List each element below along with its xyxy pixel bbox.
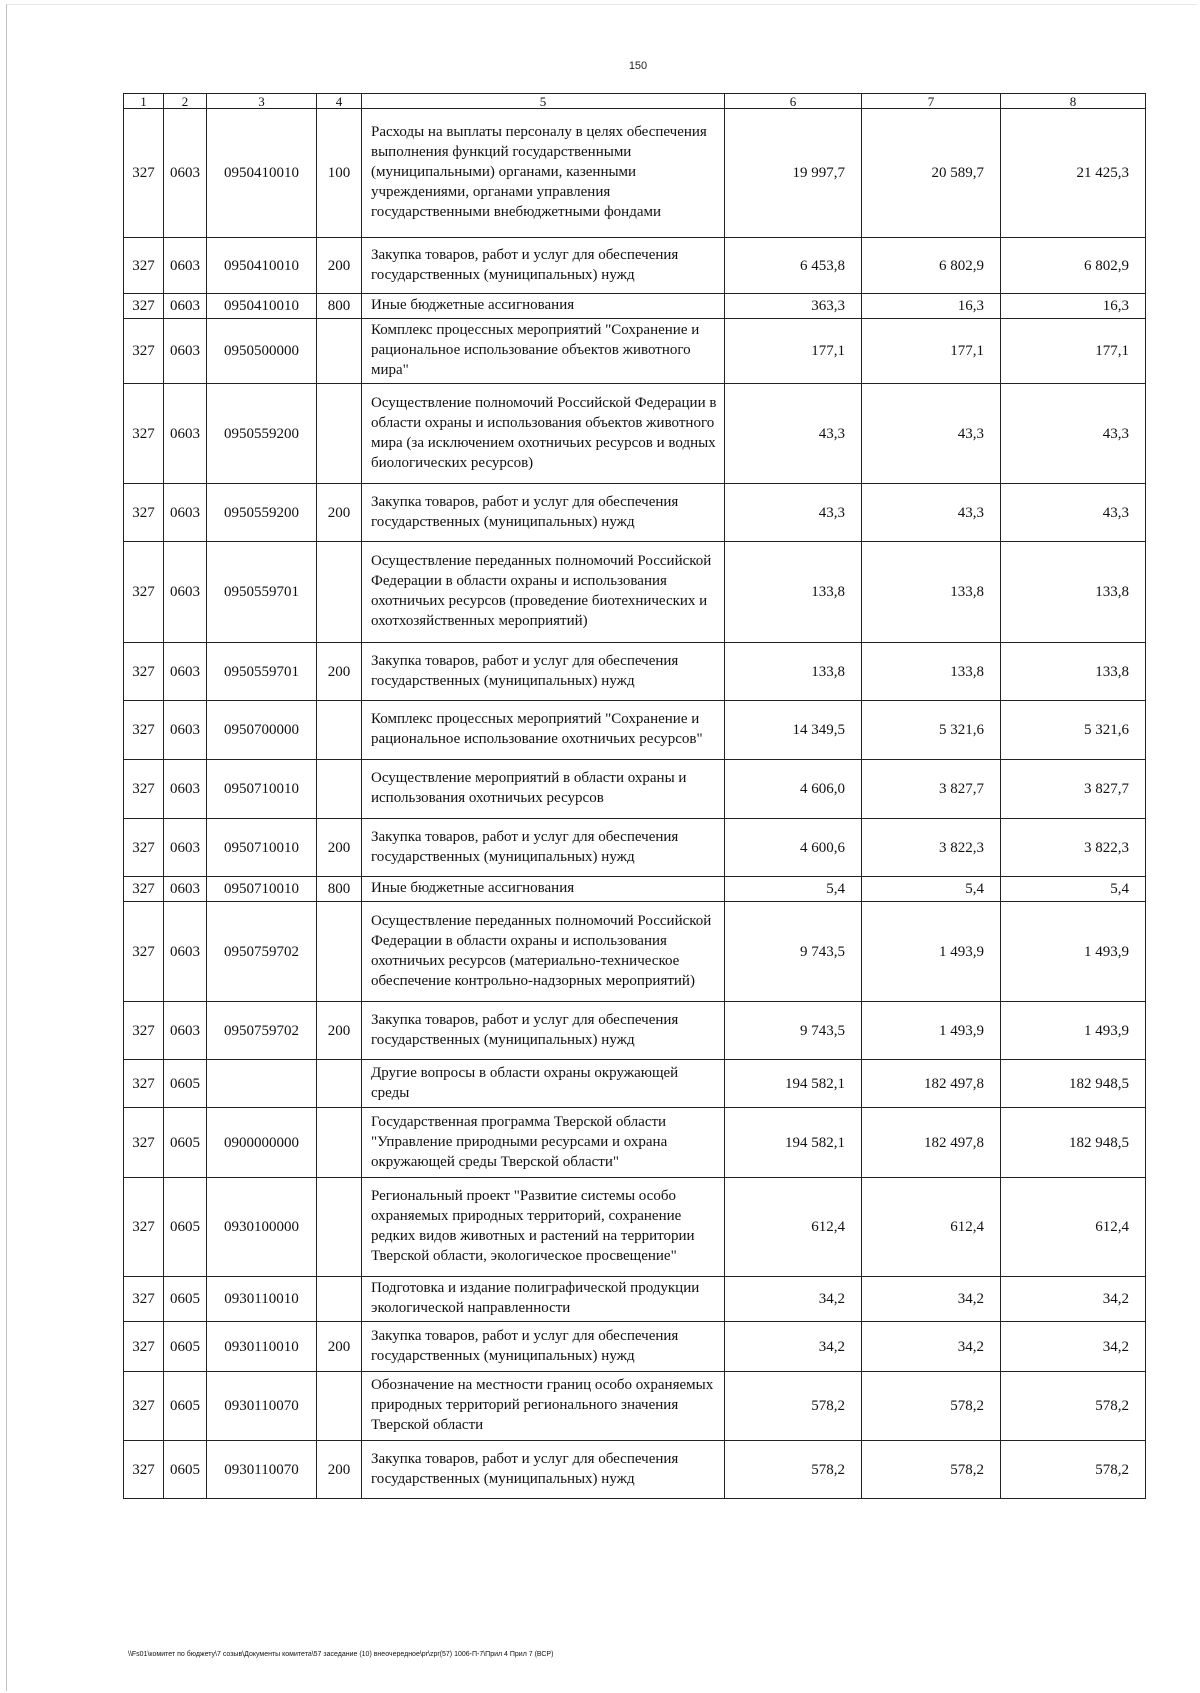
cell-col-6: 177,1 bbox=[725, 319, 862, 384]
cell-col-6: 14 349,5 bbox=[725, 701, 862, 760]
cell-col-8: 16,3 bbox=[1001, 294, 1146, 319]
cell-col-8: 133,8 bbox=[1001, 643, 1146, 701]
cell-col-7: 43,3 bbox=[862, 484, 1001, 542]
cell-col-3: 0930110010 bbox=[207, 1277, 317, 1322]
cell-col-3: 0930110010 bbox=[207, 1322, 317, 1372]
cell-col-6: 363,3 bbox=[725, 294, 862, 319]
cell-col-3: 0950559200 bbox=[207, 484, 317, 542]
cell-col-6: 578,2 bbox=[725, 1441, 862, 1499]
cell-col-2: 0605 bbox=[164, 1372, 207, 1441]
cell-col-2: 0605 bbox=[164, 1108, 207, 1178]
table-row bbox=[124, 1372, 1146, 1441]
cell-col-7: 20 589,7 bbox=[862, 109, 1001, 238]
cell-col-1: 327 bbox=[124, 1178, 164, 1277]
cell-col-7: 6 802,9 bbox=[862, 238, 1001, 294]
table-row bbox=[124, 319, 1146, 384]
cell-col-7: 177,1 bbox=[862, 319, 1001, 384]
cell-col-4: 200 bbox=[317, 1002, 362, 1060]
cell-col-4: 200 bbox=[317, 1441, 362, 1499]
cell-col-7: 3 827,7 bbox=[862, 760, 1001, 819]
cell-col-1: 327 bbox=[124, 1060, 164, 1108]
cell-col-1: 327 bbox=[124, 484, 164, 542]
cell-col-1: 327 bbox=[124, 1277, 164, 1322]
cell-col-3: 0950559701 bbox=[207, 643, 317, 701]
cell-col-8: 182 948,5 bbox=[1001, 1060, 1146, 1108]
cell-col-8: 43,3 bbox=[1001, 384, 1146, 484]
cell-col-2: 0603 bbox=[164, 484, 207, 542]
cell-col-7: 182 497,8 bbox=[862, 1108, 1001, 1178]
cell-col-2: 0605 bbox=[164, 1277, 207, 1322]
cell-col-4: 200 bbox=[317, 238, 362, 294]
cell-col-2: 0603 bbox=[164, 877, 207, 902]
cell-col-5: Иные бюджетные ассигнования bbox=[362, 294, 725, 319]
cell-col-7: 34,2 bbox=[862, 1322, 1001, 1372]
cell-col-3: 0930110070 bbox=[207, 1372, 317, 1441]
table-row bbox=[124, 384, 1146, 484]
cell-col-1: 327 bbox=[124, 902, 164, 1002]
header-cell: 4 bbox=[317, 94, 362, 109]
cell-col-7: 34,2 bbox=[862, 1277, 1001, 1322]
table-row bbox=[124, 643, 1146, 701]
cell-col-6: 194 582,1 bbox=[725, 1060, 862, 1108]
cell-col-2: 0603 bbox=[164, 109, 207, 238]
cell-col-6: 9 743,5 bbox=[725, 1002, 862, 1060]
cell-col-2: 0603 bbox=[164, 819, 207, 877]
table-row bbox=[124, 1322, 1146, 1372]
cell-col-2: 0603 bbox=[164, 1002, 207, 1060]
cell-col-5: Обозначение на местности границ особо охраняемых природных территорий регионального значения Тверской области bbox=[362, 1372, 725, 1441]
table-row bbox=[124, 1108, 1146, 1178]
cell-col-7: 3 822,3 bbox=[862, 819, 1001, 877]
cell-col-2: 0605 bbox=[164, 1178, 207, 1277]
table-row bbox=[124, 1277, 1146, 1322]
cell-col-3: 0950710010 bbox=[207, 819, 317, 877]
cell-col-5: Закупка товаров, работ и услуг для обеспечения государственных (муниципальных) нужд bbox=[362, 1322, 725, 1372]
cell-col-6: 133,8 bbox=[725, 643, 862, 701]
header-cell: 3 bbox=[207, 94, 317, 109]
cell-col-7: 578,2 bbox=[862, 1441, 1001, 1499]
cell-col-4 bbox=[317, 701, 362, 760]
cell-col-1: 327 bbox=[124, 643, 164, 701]
cell-col-2: 0603 bbox=[164, 319, 207, 384]
table-row bbox=[124, 109, 1146, 238]
cell-col-2: 0603 bbox=[164, 384, 207, 484]
cell-col-6: 34,2 bbox=[725, 1277, 862, 1322]
cell-col-6: 194 582,1 bbox=[725, 1108, 862, 1178]
cell-col-8: 5 321,6 bbox=[1001, 701, 1146, 760]
cell-col-8: 5,4 bbox=[1001, 877, 1146, 902]
cell-col-1: 327 bbox=[124, 1108, 164, 1178]
table-row bbox=[124, 760, 1146, 819]
cell-col-1: 327 bbox=[124, 1441, 164, 1499]
cell-col-6: 4 606,0 bbox=[725, 760, 862, 819]
cell-col-4: 800 bbox=[317, 877, 362, 902]
cell-col-1: 327 bbox=[124, 760, 164, 819]
cell-col-1: 327 bbox=[124, 1322, 164, 1372]
cell-col-1: 327 bbox=[124, 384, 164, 484]
cell-col-8: 3 822,3 bbox=[1001, 819, 1146, 877]
cell-col-6: 4 600,6 bbox=[725, 819, 862, 877]
cell-col-5: Иные бюджетные ассигнования bbox=[362, 877, 725, 902]
cell-col-6: 19 997,7 bbox=[725, 109, 862, 238]
cell-col-4: 200 bbox=[317, 643, 362, 701]
cell-col-3: 0950710010 bbox=[207, 760, 317, 819]
cell-col-2: 0605 bbox=[164, 1060, 207, 1108]
cell-col-1: 327 bbox=[124, 238, 164, 294]
header-cell: 8 bbox=[1001, 94, 1146, 109]
cell-col-7: 612,4 bbox=[862, 1178, 1001, 1277]
cell-col-5: Закупка товаров, работ и услуг для обеспечения государственных (муниципальных) нужд bbox=[362, 484, 725, 542]
cell-col-5: Осуществление полномочий Российской Федерации в области охраны и использования объектов животного мира (за исключением охотничьих ресурсов и водных биологических ресурсов) bbox=[362, 384, 725, 484]
cell-col-1: 327 bbox=[124, 542, 164, 643]
cell-col-4: 800 bbox=[317, 294, 362, 319]
cell-col-6: 578,2 bbox=[725, 1372, 862, 1441]
cell-col-1: 327 bbox=[124, 1372, 164, 1441]
cell-col-3: 0950500000 bbox=[207, 319, 317, 384]
cell-col-4 bbox=[317, 902, 362, 1002]
table-row bbox=[124, 1178, 1146, 1277]
cell-col-3: 0900000000 bbox=[207, 1108, 317, 1178]
cell-col-7: 182 497,8 bbox=[862, 1060, 1001, 1108]
cell-col-8: 43,3 bbox=[1001, 484, 1146, 542]
cell-col-3: 0950410010 bbox=[207, 238, 317, 294]
cell-col-2: 0603 bbox=[164, 643, 207, 701]
cell-col-5: Другие вопросы в области охраны окружающей среды bbox=[362, 1060, 725, 1108]
cell-col-5: Комплекс процессных мероприятий "Сохранение и рациональное использование объектов животного мира" bbox=[362, 319, 725, 384]
table-row bbox=[124, 294, 1146, 319]
cell-col-6: 9 743,5 bbox=[725, 902, 862, 1002]
table-row bbox=[124, 484, 1146, 542]
file-path-footer: \\Fs01\комитет по бюджету\7 созыв\Документы комитета\57 заседание (10) внеочередное\pr\zpr(57) 1006-П-7\Прил 4 Прил 7 (ВСР) bbox=[128, 1651, 554, 1658]
cell-col-4 bbox=[317, 1277, 362, 1322]
cell-col-6: 43,3 bbox=[725, 484, 862, 542]
cell-col-8: 182 948,5 bbox=[1001, 1108, 1146, 1178]
page-number: 150 bbox=[628, 60, 648, 72]
cell-col-7: 5 321,6 bbox=[862, 701, 1001, 760]
cell-col-7: 133,8 bbox=[862, 542, 1001, 643]
cell-col-6: 612,4 bbox=[725, 1178, 862, 1277]
cell-col-4: 200 bbox=[317, 1322, 362, 1372]
cell-col-6: 6 453,8 bbox=[725, 238, 862, 294]
cell-col-3: 0950710010 bbox=[207, 877, 317, 902]
table-row bbox=[124, 238, 1146, 294]
table-row bbox=[124, 877, 1146, 902]
cell-col-3: 0950410010 bbox=[207, 109, 317, 238]
cell-col-3: 0950559701 bbox=[207, 542, 317, 643]
cell-col-2: 0603 bbox=[164, 238, 207, 294]
cell-col-5: Осуществление переданных полномочий Российской Федерации в области охраны и использования охотничьих ресурсов (материально-техническое обеспечение контрольно-надзорных мероприятий) bbox=[362, 902, 725, 1002]
cell-col-5: Государственная программа Тверской области "Управление природными ресурсами и охрана окружающей среды Тверской области" bbox=[362, 1108, 725, 1178]
cell-col-5: Закупка товаров, работ и услуг для обеспечения государственных (муниципальных) нужд bbox=[362, 1441, 725, 1499]
cell-col-2: 0605 bbox=[164, 1322, 207, 1372]
cell-col-8: 34,2 bbox=[1001, 1277, 1146, 1322]
cell-col-5: Осуществление переданных полномочий Российской Федерации в области охраны и использования охотничьих ресурсов (проведение биотехнических и охотхозяйственных мероприятий) bbox=[362, 542, 725, 643]
cell-col-8: 578,2 bbox=[1001, 1372, 1146, 1441]
cell-col-8: 578,2 bbox=[1001, 1441, 1146, 1499]
cell-col-1: 327 bbox=[124, 1002, 164, 1060]
header-row bbox=[124, 94, 1146, 109]
cell-col-8: 6 802,9 bbox=[1001, 238, 1146, 294]
header-cell: 5 bbox=[362, 94, 725, 109]
header-cell: 6 bbox=[725, 94, 862, 109]
cell-col-2: 0603 bbox=[164, 760, 207, 819]
cell-col-2: 0603 bbox=[164, 542, 207, 643]
cell-col-6: 5,4 bbox=[725, 877, 862, 902]
cell-col-3: 0950410010 bbox=[207, 294, 317, 319]
header-cell: 1 bbox=[124, 94, 164, 109]
cell-col-7: 1 493,9 bbox=[862, 1002, 1001, 1060]
cell-col-3: 0950759702 bbox=[207, 902, 317, 1002]
cell-col-7: 133,8 bbox=[862, 643, 1001, 701]
cell-col-4: 200 bbox=[317, 484, 362, 542]
cell-col-3: 0930110070 bbox=[207, 1441, 317, 1499]
cell-col-5: Региональный проект "Развитие системы особо охраняемых природных территорий, сохранение редких видов животных и растений на территории Тверской области, экологическое просвещение" bbox=[362, 1178, 725, 1277]
cell-col-5: Закупка товаров, работ и услуг для обеспечения государственных (муниципальных) нужд bbox=[362, 819, 725, 877]
cell-col-1: 327 bbox=[124, 877, 164, 902]
cell-col-1: 327 bbox=[124, 319, 164, 384]
cell-col-4 bbox=[317, 542, 362, 643]
cell-col-7: 5,4 bbox=[862, 877, 1001, 902]
budget-table bbox=[123, 93, 1146, 1499]
cell-col-7: 43,3 bbox=[862, 384, 1001, 484]
cell-col-4 bbox=[317, 1108, 362, 1178]
cell-col-3 bbox=[207, 1060, 317, 1108]
header-cell: 7 bbox=[862, 94, 1001, 109]
cell-col-8: 612,4 bbox=[1001, 1178, 1146, 1277]
cell-col-5: Комплекс процессных мероприятий "Сохранение и рациональное использование охотничьих ресурсов" bbox=[362, 701, 725, 760]
table-row bbox=[124, 1441, 1146, 1499]
cell-col-4 bbox=[317, 760, 362, 819]
cell-col-4 bbox=[317, 319, 362, 384]
cell-col-8: 133,8 bbox=[1001, 542, 1146, 643]
table-row bbox=[124, 902, 1146, 1002]
cell-col-4 bbox=[317, 1060, 362, 1108]
cell-col-1: 327 bbox=[124, 819, 164, 877]
cell-col-3: 0950759702 bbox=[207, 1002, 317, 1060]
cell-col-8: 1 493,9 bbox=[1001, 1002, 1146, 1060]
cell-col-4 bbox=[317, 1372, 362, 1441]
cell-col-7: 16,3 bbox=[862, 294, 1001, 319]
table-row bbox=[124, 701, 1146, 760]
cell-col-6: 133,8 bbox=[725, 542, 862, 643]
cell-col-1: 327 bbox=[124, 701, 164, 760]
cell-col-7: 1 493,9 bbox=[862, 902, 1001, 1002]
table-row bbox=[124, 542, 1146, 643]
cell-col-6: 34,2 bbox=[725, 1322, 862, 1372]
cell-col-3: 0950559200 bbox=[207, 384, 317, 484]
cell-col-6: 43,3 bbox=[725, 384, 862, 484]
cell-col-5: Осуществление мероприятий в области охраны и использования охотничьих ресурсов bbox=[362, 760, 725, 819]
cell-col-1: 327 bbox=[124, 294, 164, 319]
cell-col-1: 327 bbox=[124, 109, 164, 238]
cell-col-7: 578,2 bbox=[862, 1372, 1001, 1441]
cell-col-5: Закупка товаров, работ и услуг для обеспечения государственных (муниципальных) нужд bbox=[362, 1002, 725, 1060]
header-cell: 2 bbox=[164, 94, 207, 109]
cell-col-8: 21 425,3 bbox=[1001, 109, 1146, 238]
cell-col-8: 34,2 bbox=[1001, 1322, 1146, 1372]
cell-col-3: 0930100000 bbox=[207, 1178, 317, 1277]
cell-col-3: 0950700000 bbox=[207, 701, 317, 760]
cell-col-8: 177,1 bbox=[1001, 319, 1146, 384]
cell-col-4: 100 bbox=[317, 109, 362, 238]
cell-col-2: 0605 bbox=[164, 1441, 207, 1499]
cell-col-8: 3 827,7 bbox=[1001, 760, 1146, 819]
cell-col-5: Закупка товаров, работ и услуг для обеспечения государственных (муниципальных) нужд bbox=[362, 238, 725, 294]
cell-col-5: Закупка товаров, работ и услуг для обеспечения государственных (муниципальных) нужд bbox=[362, 643, 725, 701]
cell-col-4 bbox=[317, 1178, 362, 1277]
table-row bbox=[124, 1002, 1146, 1060]
cell-col-2: 0603 bbox=[164, 902, 207, 1002]
cell-col-4 bbox=[317, 384, 362, 484]
cell-col-2: 0603 bbox=[164, 701, 207, 760]
cell-col-5: Расходы на выплаты персоналу в целях обеспечения выполнения функций государственными (муниципальными) органами, казенными учреждениями, органами управления государственными внебюджетными фондами bbox=[362, 109, 725, 238]
cell-col-4: 200 bbox=[317, 819, 362, 877]
table-row bbox=[124, 819, 1146, 877]
cell-col-5: Подготовка и издание полиграфической продукции экологической направленности bbox=[362, 1277, 725, 1322]
cell-col-2: 0603 bbox=[164, 294, 207, 319]
cell-col-8: 1 493,9 bbox=[1001, 902, 1146, 1002]
table-row bbox=[124, 1060, 1146, 1108]
